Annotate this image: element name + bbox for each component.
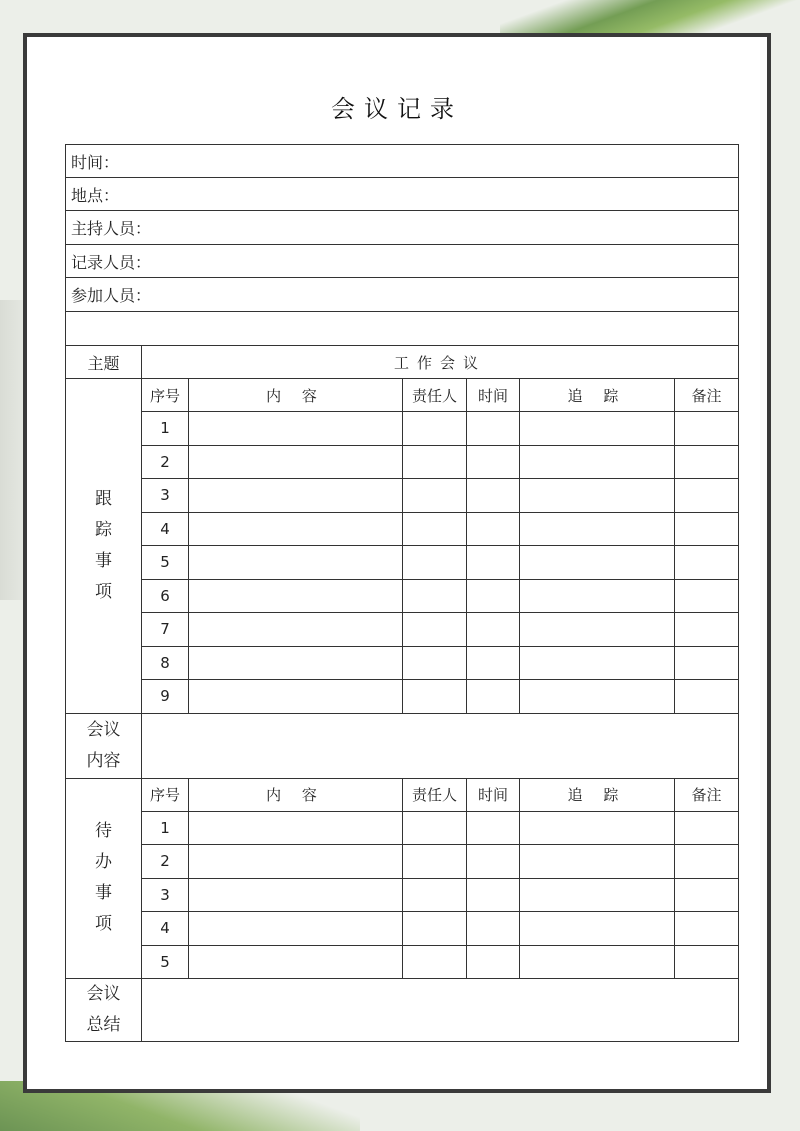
content-cell[interactable]: [189, 613, 403, 647]
content-cell[interactable]: [189, 445, 403, 479]
owner-cell[interactable]: [403, 878, 467, 912]
time-cell[interactable]: [467, 512, 520, 546]
attendees-field[interactable]: 参加人员：: [66, 278, 739, 312]
content-cell[interactable]: [189, 412, 403, 446]
row-number: 2: [142, 445, 189, 479]
note-cell[interactable]: [675, 945, 739, 979]
subject-label: 主题: [66, 346, 142, 379]
track-cell[interactable]: [520, 546, 675, 580]
owner-cell[interactable]: [403, 811, 467, 845]
note-cell[interactable]: [675, 845, 739, 879]
note-cell[interactable]: [675, 579, 739, 613]
summary-label-line2: 总结: [86, 1015, 121, 1035]
row-number: 4: [142, 912, 189, 946]
owner-cell[interactable]: [403, 445, 467, 479]
header-note: 备注: [675, 379, 739, 412]
table-row: [66, 878, 739, 912]
owner-cell[interactable]: [403, 479, 467, 513]
table-row: [66, 512, 739, 546]
row-number: 9: [142, 680, 189, 714]
meeting-record-table: [65, 144, 739, 1042]
track-cell[interactable]: [520, 613, 675, 647]
table-row: [66, 613, 739, 647]
owner-cell[interactable]: [403, 646, 467, 680]
owner-cell[interactable]: [403, 945, 467, 979]
location-field[interactable]: 地点：: [66, 178, 739, 211]
row-number: 4: [142, 512, 189, 546]
subject-value[interactable]: 工作会议: [142, 346, 739, 379]
summary-label: [66, 979, 142, 1042]
row-number: 1: [142, 811, 189, 845]
meeting-content-label-line1: 会议: [86, 719, 121, 740]
note-cell[interactable]: [675, 646, 739, 680]
table-row: [66, 479, 739, 513]
owner-cell[interactable]: [403, 912, 467, 946]
content-cell[interactable]: [189, 579, 403, 613]
header-owner: 责任人: [403, 379, 467, 412]
row-number: 5: [142, 945, 189, 979]
header-owner: 责任人: [403, 778, 467, 811]
header-track: 追 踪: [520, 778, 675, 811]
time-cell[interactable]: [467, 912, 520, 946]
header-no: 序号: [142, 379, 189, 412]
time-cell[interactable]: [467, 579, 520, 613]
meeting-content-label-line2: 内容: [86, 750, 121, 771]
row-number: 2: [142, 845, 189, 879]
content-cell[interactable]: [189, 945, 403, 979]
time-cell[interactable]: [467, 878, 520, 912]
note-cell[interactable]: [675, 512, 739, 546]
todo-label-text: 待 办 事 项: [95, 821, 112, 935]
table-row: [66, 646, 739, 680]
todo-label: [66, 778, 142, 979]
track-cell[interactable]: [520, 878, 675, 912]
content-cell[interactable]: [189, 811, 403, 845]
note-cell[interactable]: [675, 912, 739, 946]
time-cell[interactable]: [467, 646, 520, 680]
owner-cell[interactable]: [403, 546, 467, 580]
table-row: [66, 445, 739, 479]
time-cell[interactable]: [467, 811, 520, 845]
header-time: 时间: [467, 379, 520, 412]
row-number: 8: [142, 646, 189, 680]
content-cell[interactable]: [189, 546, 403, 580]
note-cell[interactable]: [675, 445, 739, 479]
summary-label-line1: 会议: [86, 984, 121, 1004]
meeting-record-sheet: [23, 33, 771, 1093]
row-number: 6: [142, 579, 189, 613]
note-cell[interactable]: [675, 680, 739, 714]
note-cell[interactable]: [675, 479, 739, 513]
tracking-label-text: 跟 踪 事 项: [95, 488, 112, 602]
table-row: [66, 845, 739, 879]
note-cell[interactable]: [675, 878, 739, 912]
track-cell[interactable]: [520, 945, 675, 979]
track-cell[interactable]: [520, 646, 675, 680]
track-cell[interactable]: [520, 579, 675, 613]
tracking-label: [66, 379, 142, 714]
time-cell[interactable]: [467, 445, 520, 479]
meeting-content-field[interactable]: [142, 713, 739, 778]
header-note: 备注: [675, 778, 739, 811]
table-row: [66, 680, 739, 714]
recorder-field[interactable]: 记录人员：: [66, 245, 739, 278]
table-row: [66, 546, 739, 580]
time-field[interactable]: 时间：: [66, 145, 739, 178]
note-cell[interactable]: [675, 613, 739, 647]
content-cell[interactable]: [189, 512, 403, 546]
track-cell[interactable]: [520, 479, 675, 513]
content-cell[interactable]: [189, 912, 403, 946]
table-row: [66, 412, 739, 446]
time-cell[interactable]: [467, 613, 520, 647]
time-cell[interactable]: [467, 945, 520, 979]
row-number: 3: [142, 878, 189, 912]
time-cell[interactable]: [467, 546, 520, 580]
note-cell[interactable]: [675, 546, 739, 580]
track-cell[interactable]: [520, 811, 675, 845]
table-row: [66, 811, 739, 845]
owner-cell[interactable]: [403, 845, 467, 879]
owner-cell[interactable]: [403, 512, 467, 546]
content-cell[interactable]: [189, 680, 403, 714]
content-cell[interactable]: [189, 479, 403, 513]
content-cell[interactable]: [189, 878, 403, 912]
content-cell[interactable]: [189, 845, 403, 879]
attendees-extra-field[interactable]: [66, 312, 739, 346]
header-track: 追 踪: [520, 379, 675, 412]
header-content: 内 容: [189, 778, 403, 811]
host-field[interactable]: 主持人员：: [66, 211, 739, 245]
content-cell[interactable]: [189, 646, 403, 680]
table-row: [66, 579, 739, 613]
time-cell[interactable]: [467, 845, 520, 879]
track-cell[interactable]: [520, 680, 675, 714]
page-title: 会议记录: [331, 95, 463, 123]
time-cell[interactable]: [467, 680, 520, 714]
row-number: 7: [142, 613, 189, 647]
header-content: 内 容: [189, 379, 403, 412]
note-cell[interactable]: [675, 811, 739, 845]
note-cell[interactable]: [675, 412, 739, 446]
header-no: 序号: [142, 778, 189, 811]
row-number: 5: [142, 546, 189, 580]
owner-cell[interactable]: [403, 412, 467, 446]
table-row: [66, 945, 739, 979]
time-cell[interactable]: [467, 479, 520, 513]
track-cell[interactable]: [520, 845, 675, 879]
track-cell[interactable]: [520, 912, 675, 946]
owner-cell[interactable]: [403, 579, 467, 613]
table-row: [66, 912, 739, 946]
owner-cell[interactable]: [403, 613, 467, 647]
track-cell[interactable]: [520, 512, 675, 546]
row-number: 3: [142, 479, 189, 513]
track-cell[interactable]: [520, 412, 675, 446]
summary-field[interactable]: [142, 979, 739, 1042]
meeting-content-label: [66, 713, 142, 778]
header-time: 时间: [467, 778, 520, 811]
time-cell[interactable]: [467, 412, 520, 446]
track-cell[interactable]: [520, 445, 675, 479]
owner-cell[interactable]: [403, 680, 467, 714]
row-number: 1: [142, 412, 189, 446]
